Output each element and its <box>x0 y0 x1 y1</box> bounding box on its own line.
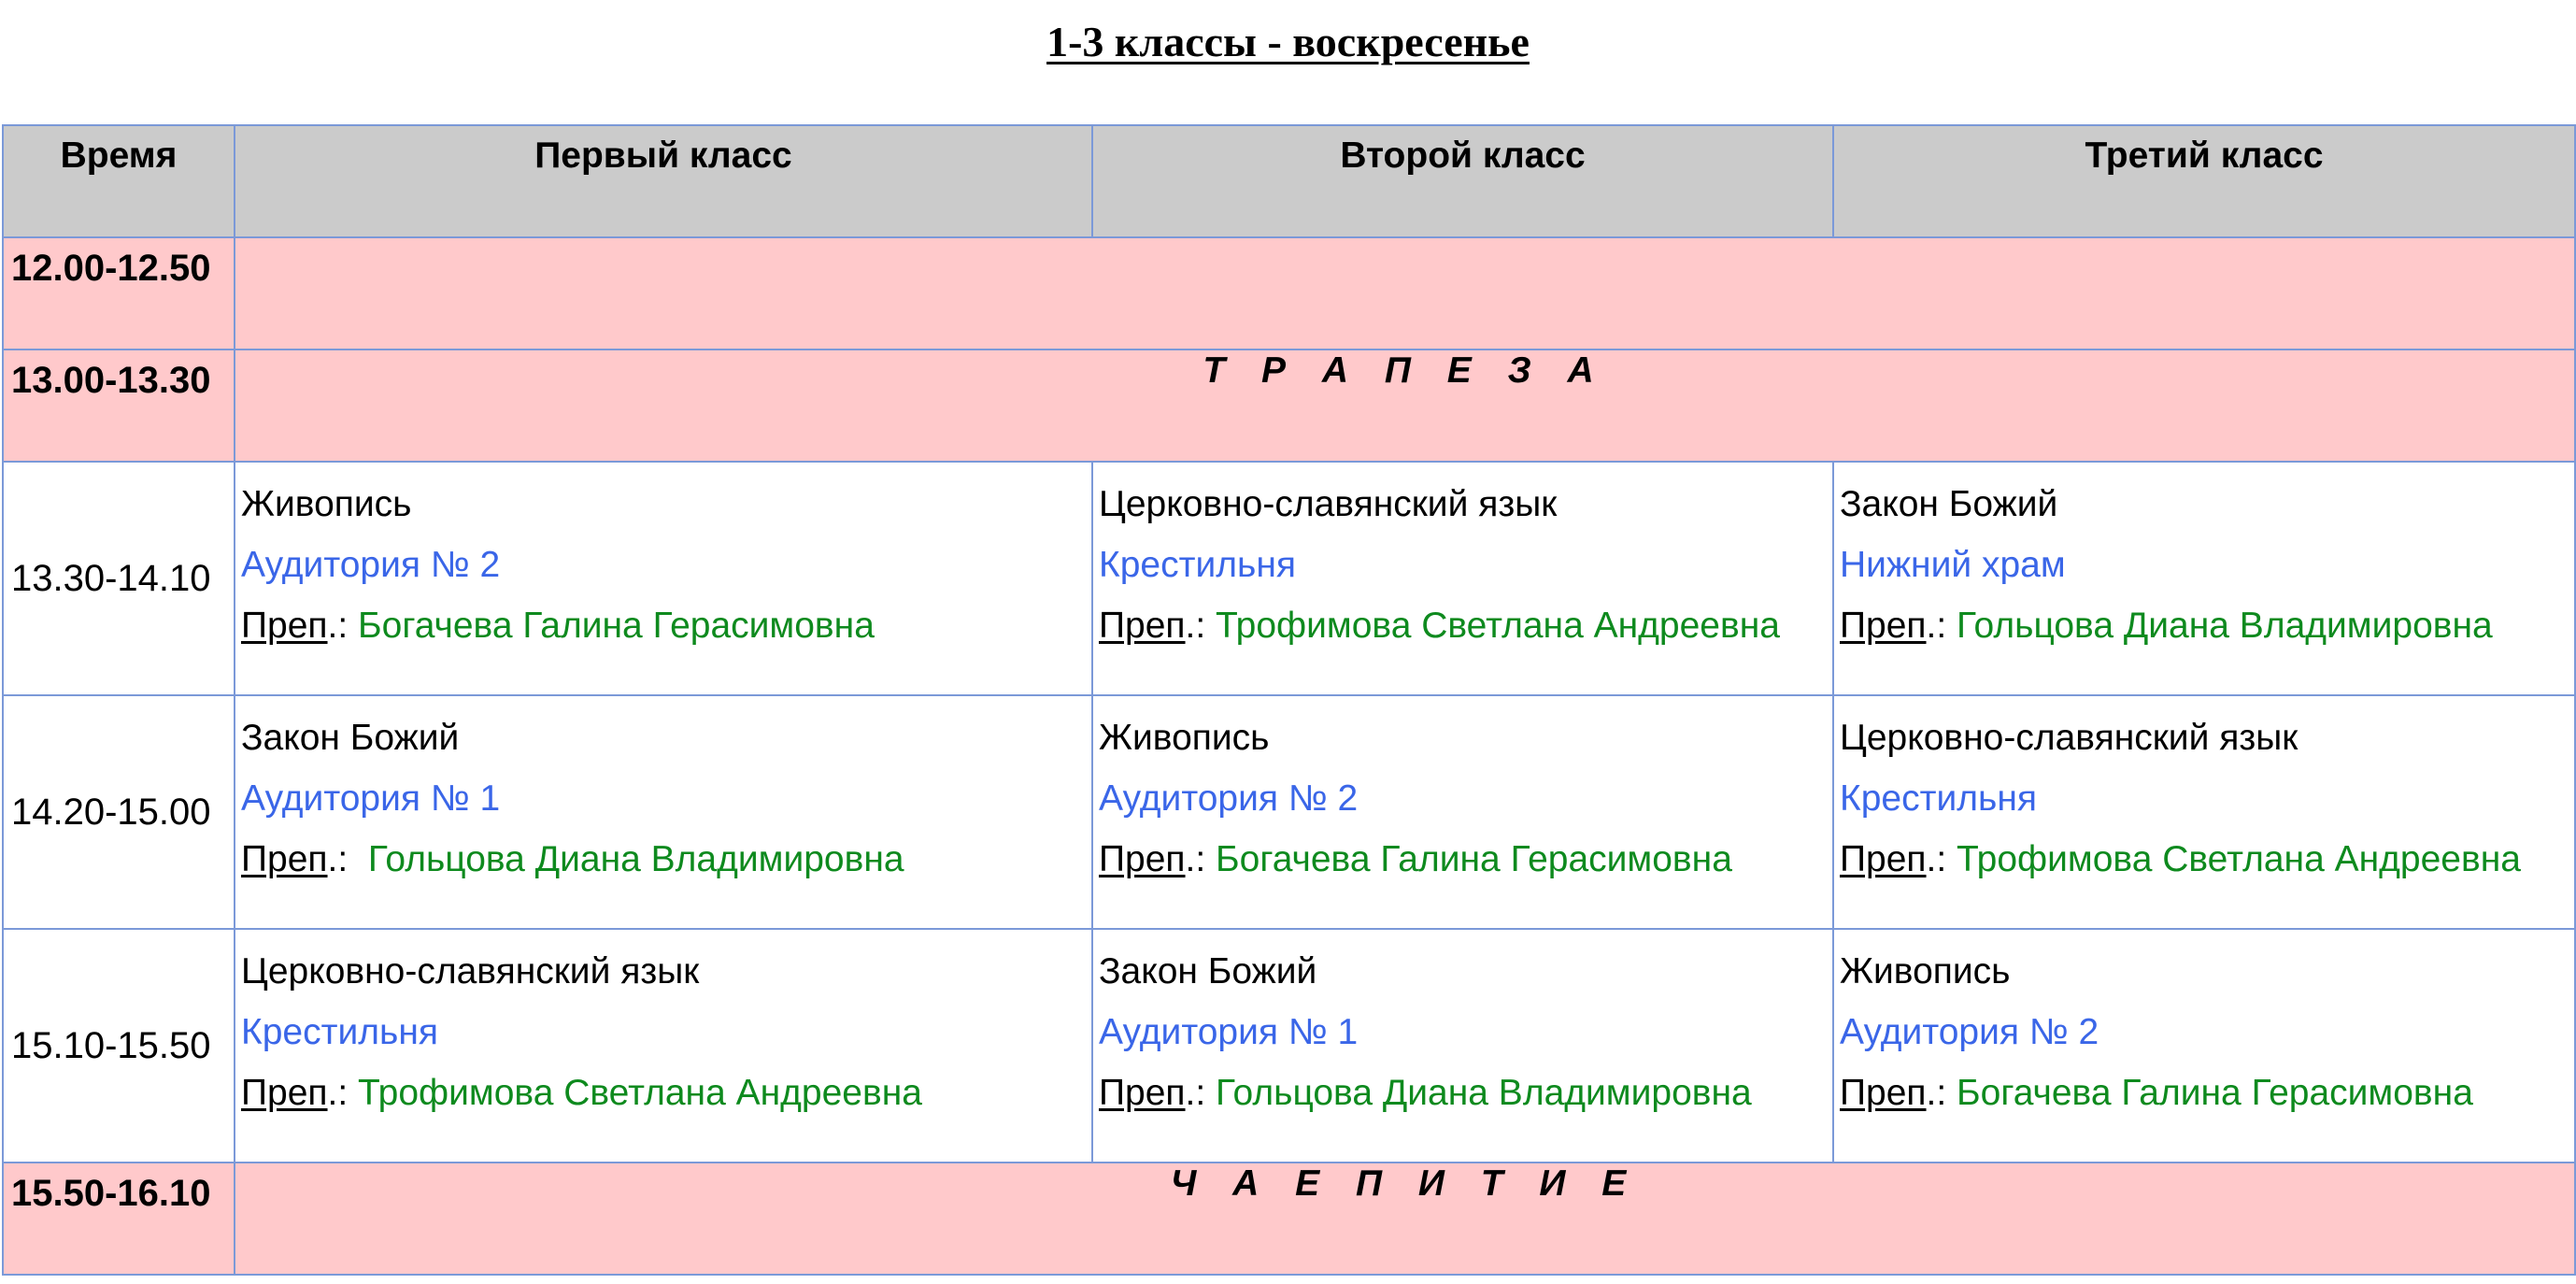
time-cell: 15.10-15.50 <box>3 929 235 1163</box>
subject: Закон Божий <box>1099 951 1317 992</box>
lesson-cell <box>1092 695 1833 929</box>
room: Аудитория № 2 <box>1840 1012 2099 1052</box>
header-class2: Второй класс <box>1092 125 1833 237</box>
teacher: Гольцова Диана Владимировна <box>367 839 904 879</box>
subject: Церковно-славянский язык <box>1840 718 2298 758</box>
teacher: Гольцова Диана Владимировна <box>1216 1073 1752 1113</box>
prep-label: Преп <box>1099 606 1186 646</box>
teacher-line: Преп.: Трофимова Светлана Андреевна <box>241 1073 922 1113</box>
subject: Церковно-славянский язык <box>1099 484 1558 524</box>
prep-label: Преп <box>1840 606 1927 646</box>
break-cell <box>235 237 2575 350</box>
header-class1: Первый класс <box>235 125 1092 237</box>
teacher: Трофимова Светлана Андреевна <box>358 1073 922 1113</box>
teacher: Богачева Галина Герасимовна <box>358 606 875 646</box>
time-cell: 12.00-12.50 <box>3 237 235 350</box>
lesson-cell <box>1092 929 1833 1163</box>
room: Аудитория № 2 <box>1099 778 1359 819</box>
subject: Церковно-славянский язык <box>241 951 700 992</box>
subject: Живопись <box>1840 951 2011 992</box>
prep-label: Преп <box>241 839 328 879</box>
teacher-line: Преп.: Гольцова Диана Владимировна <box>241 839 904 879</box>
lesson-cell <box>235 462 1092 695</box>
room: Крестильня <box>241 1012 438 1052</box>
teacher-line: Преп.: Богачева Галина Герасимовна <box>1099 839 1732 879</box>
subject: Живопись <box>1099 718 1270 758</box>
teacher-line: Преп.: Гольцова Диана Владимировна <box>1099 1073 1752 1113</box>
table-row <box>3 695 2575 929</box>
prep-label: Преп <box>1840 1073 1927 1113</box>
time-cell: 13.30-14.10 <box>3 462 235 695</box>
table-header-row <box>3 125 2575 237</box>
teacher: Трофимова Светлана Андреевна <box>1957 839 2521 879</box>
teacher: Гольцова Диана Владимировна <box>1957 606 2493 646</box>
room: Аудитория № 1 <box>241 778 501 819</box>
room: Аудитория № 2 <box>241 545 501 585</box>
teacher: Трофимова Светлана Андреевна <box>1216 606 1780 646</box>
time-cell: 14.20-15.00 <box>3 695 235 929</box>
table-row <box>3 237 2575 350</box>
schedule-table <box>2 124 2576 1276</box>
teacher: Богачева Галина Герасимовна <box>1957 1073 2473 1113</box>
subject: Живопись <box>241 484 412 524</box>
lesson-cell <box>1092 462 1833 695</box>
header-time: Время <box>3 125 235 237</box>
prep-label: Преп <box>241 606 328 646</box>
tea-break-label: Ч А Е П И Т И Е <box>235 1163 2575 1275</box>
lesson-cell <box>235 695 1092 929</box>
meal-break-label: Т Р А П Е З А <box>235 350 2575 462</box>
teacher: Богачева Галина Герасимовна <box>1216 839 1732 879</box>
prep-label: Преп <box>241 1073 328 1113</box>
teacher-line: Преп.: Богачева Галина Герасимовна <box>1840 1073 2473 1113</box>
table-row <box>3 350 2575 462</box>
subject: Закон Божий <box>1840 484 2058 524</box>
lesson-cell <box>1833 929 2575 1163</box>
teacher-line: Преп.: Богачева Галина Герасимовна <box>241 606 875 646</box>
prep-label: Преп <box>1099 839 1186 879</box>
header-class3: Третий класс <box>1833 125 2575 237</box>
lesson-cell <box>1833 462 2575 695</box>
teacher-line: Преп.: Трофимова Светлана Андреевна <box>1840 839 2521 879</box>
room: Крестильня <box>1099 545 1296 585</box>
room: Нижний храм <box>1840 545 2066 585</box>
time-cell: 15.50-16.10 <box>3 1163 235 1275</box>
page-title: 1-3 классы - воскресенье <box>1046 18 1530 65</box>
prep-label: Преп <box>1840 839 1927 879</box>
teacher-line: Преп.: Гольцова Диана Владимировна <box>1840 606 2493 646</box>
lesson-cell <box>235 929 1092 1163</box>
table-row <box>3 929 2575 1163</box>
subject: Закон Божий <box>241 718 460 758</box>
lesson-cell <box>1833 695 2575 929</box>
room: Крестильня <box>1840 778 2037 819</box>
table-row <box>3 1163 2575 1275</box>
table-row <box>3 462 2575 695</box>
teacher-line: Преп.: Трофимова Светлана Андреевна <box>1099 606 1780 646</box>
room: Аудитория № 1 <box>1099 1012 1359 1052</box>
time-cell: 13.00-13.30 <box>3 350 235 462</box>
prep-label: Преп <box>1099 1073 1186 1113</box>
